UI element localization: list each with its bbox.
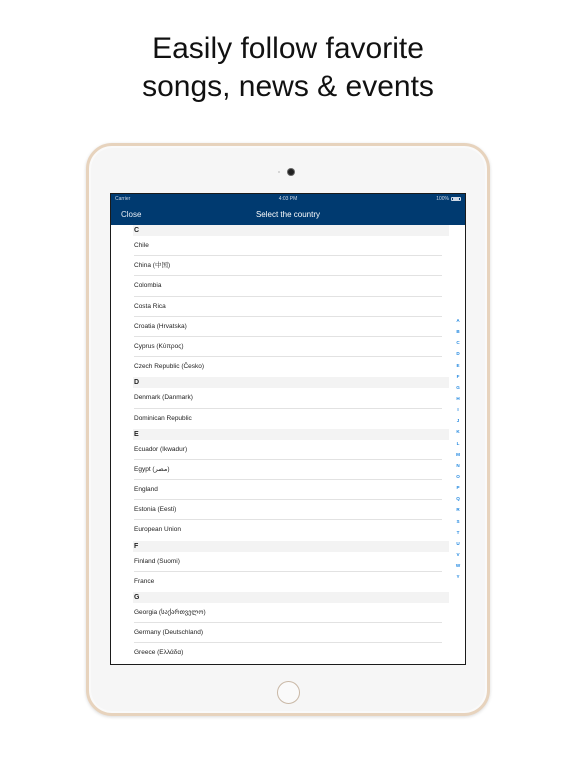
country-list-item[interactable]: Georgia (საქართველო) xyxy=(134,603,442,623)
index-letter[interactable]: S xyxy=(456,518,460,524)
headline-line-2: songs, news & events xyxy=(142,70,434,103)
index-letter[interactable]: T xyxy=(456,529,460,535)
index-letter[interactable]: V xyxy=(456,551,460,557)
country-list-item[interactable]: China (中国) xyxy=(134,256,442,276)
carrier-label: Carrier xyxy=(115,196,131,202)
country-list-item[interactable]: Denmark (Danmark) xyxy=(134,388,442,408)
section-header: C xyxy=(133,225,449,236)
index-letter[interactable]: D xyxy=(456,351,460,357)
index-letter[interactable]: K xyxy=(456,429,460,435)
country-list-item[interactable]: France xyxy=(134,577,155,585)
country-list-item[interactable]: Czech Republic (Česko) xyxy=(134,363,205,371)
battery-icon xyxy=(451,197,461,201)
country-list-item[interactable]: Costa Rica xyxy=(134,297,442,317)
country-list-item[interactable]: Greece (Ελλάδα) xyxy=(134,649,184,657)
index-letter[interactable]: Q xyxy=(456,496,460,502)
index-letter[interactable]: U xyxy=(456,540,460,546)
country-list-item[interactable]: Dominican Republic xyxy=(134,414,192,422)
headline-line-1: Easily follow favorite xyxy=(152,32,424,65)
index-letter[interactable]: A xyxy=(456,318,460,323)
index-letter[interactable]: O xyxy=(456,473,460,479)
index-letter[interactable]: N xyxy=(456,462,460,468)
sensor-dot xyxy=(278,171,280,173)
index-letter[interactable]: G xyxy=(456,384,460,390)
section-header: F xyxy=(133,541,449,552)
index-letter[interactable]: J xyxy=(456,418,460,424)
country-list-item[interactable]: Ecuador (Ikwadur) xyxy=(134,440,442,460)
country-list-item[interactable]: Germany (Deutschland) xyxy=(134,623,442,643)
index-letter[interactable]: F xyxy=(456,373,460,379)
index-letter[interactable]: W xyxy=(455,563,461,569)
country-list-item[interactable]: Chile xyxy=(134,236,442,256)
index-letter[interactable]: R xyxy=(456,507,460,513)
index-letter[interactable]: P xyxy=(456,485,460,491)
home-button xyxy=(277,681,300,704)
section-header: D xyxy=(133,377,449,388)
battery-percent: 100% xyxy=(436,196,449,202)
country-list-item[interactable]: Egypt (مصر) xyxy=(134,460,442,480)
index-letter[interactable]: L xyxy=(456,440,460,446)
country-list-item[interactable]: Colombia xyxy=(134,276,442,296)
country-list-item[interactable]: Estonia (Eesti) xyxy=(134,500,442,520)
index-letter[interactable]: I xyxy=(457,407,459,413)
country-list-item[interactable]: European Union xyxy=(134,526,181,534)
status-bar xyxy=(111,194,465,205)
country-list-item[interactable]: Croatia (Hrvatska) xyxy=(134,317,442,337)
country-list-item[interactable]: England xyxy=(134,480,442,500)
close-button[interactable]: Close xyxy=(121,210,142,219)
index-letter[interactable]: E xyxy=(456,362,460,368)
navigation-bar xyxy=(111,205,465,225)
section-header: E xyxy=(133,429,449,440)
front-camera-icon xyxy=(288,169,294,175)
section-header: G xyxy=(133,592,449,603)
page-title: Select the country xyxy=(255,210,321,219)
device-screen xyxy=(110,193,466,665)
index-letter[interactable]: B xyxy=(456,329,460,335)
index-letter[interactable]: C xyxy=(456,340,460,346)
marketing-headline xyxy=(0,30,576,106)
section-index[interactable] xyxy=(454,315,462,582)
country-list[interactable] xyxy=(111,225,465,664)
country-list-item[interactable]: Finland (Suomi) xyxy=(134,552,442,572)
index-letter[interactable]: M xyxy=(456,451,460,457)
country-list-item[interactable]: Cyprus (Κύπρος) xyxy=(134,337,442,357)
status-time: 4:03 PM xyxy=(278,196,298,202)
index-letter[interactable]: Y xyxy=(456,574,460,580)
index-letter[interactable]: H xyxy=(456,395,460,401)
